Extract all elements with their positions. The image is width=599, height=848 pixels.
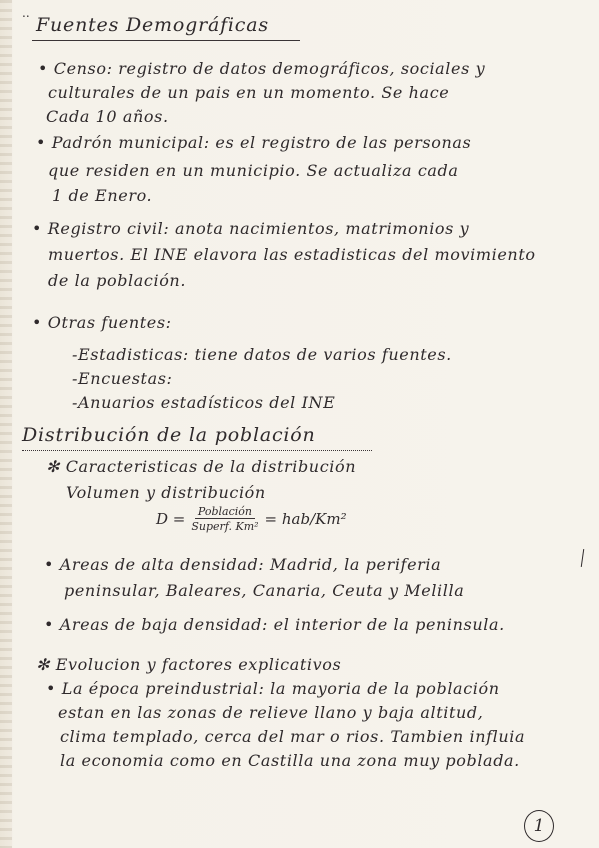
- evolucion-heading: ✻ Evolucion y factores explicativos: [36, 655, 342, 674]
- formula-denominator: Superf. Km²: [191, 520, 259, 533]
- padron-line-3: 1 de Enero.: [52, 186, 153, 205]
- formula-numerator: Población: [195, 505, 255, 519]
- formula-lhs: D =: [156, 510, 186, 528]
- registro-line-3: de la población.: [48, 271, 187, 290]
- caracteristicas-heading: ✻ Caracteristicas de la distribución: [46, 457, 357, 476]
- binding-edge: [0, 0, 12, 848]
- alta-line-1: • Areas de alta densidad: Madrid, la periferia: [44, 555, 442, 574]
- page-number: 1: [524, 810, 554, 842]
- baja-line: • Areas de baja densidad: el interior de la peninsula.: [44, 615, 505, 634]
- title-underline: [32, 40, 300, 41]
- preindustrial-line-2: estan en las zonas de relieve llano y baja altitud,: [58, 703, 484, 722]
- preindustrial-line-4: la economia como en Castilla una zona muy poblada.: [60, 751, 520, 770]
- registro-line-2: muertos. El INE elavora las estadisticas del movimiento: [48, 245, 536, 264]
- censo-line-2: culturales de un pais en un momento. Se hace: [48, 83, 450, 102]
- alta-line-2: peninsular, Baleares, Canaria, Ceuta y Melilla: [64, 581, 465, 600]
- otras-title: • Otras fuentes:: [32, 313, 172, 332]
- distribucion-underline: [22, 450, 372, 452]
- section-title-distribucion: Distribución de la población: [22, 424, 316, 446]
- formula-rhs: = hab/Km²: [264, 510, 347, 528]
- censo-line-3: Cada 10 años.: [46, 107, 169, 126]
- padron-line-2: que residen en un municipio. Se actualiza cada: [48, 161, 459, 180]
- corner-mark: ..: [22, 6, 30, 20]
- density-formula: [156, 505, 347, 533]
- otras-item-estadisticas: -Estadisticas: tiene datos de varios fuentes.: [72, 345, 452, 364]
- otras-item-anuarios: -Anuarios estadísticos del INE: [72, 393, 336, 412]
- formula-fraction: [191, 505, 258, 533]
- volumen-heading: Volumen y distribución: [66, 483, 266, 502]
- padron-line-1: • Padrón municipal: es el registro de las personas: [36, 133, 472, 152]
- preindustrial-line-1: • La época preindustrial: la mayoria de la población: [46, 679, 500, 698]
- registro-line-1: • Registro civil: anota nacimientos, matrimonios y: [32, 219, 470, 238]
- section-title-fuentes: Fuentes Demográficas: [36, 14, 269, 36]
- preindustrial-line-3: clima templado, cerca del mar o rios. Tambien influia: [60, 727, 526, 746]
- censo-line-1: • Censo: registro de datos demográficos, sociales y: [38, 59, 486, 78]
- otras-item-encuestas: -Encuestas:: [72, 369, 173, 388]
